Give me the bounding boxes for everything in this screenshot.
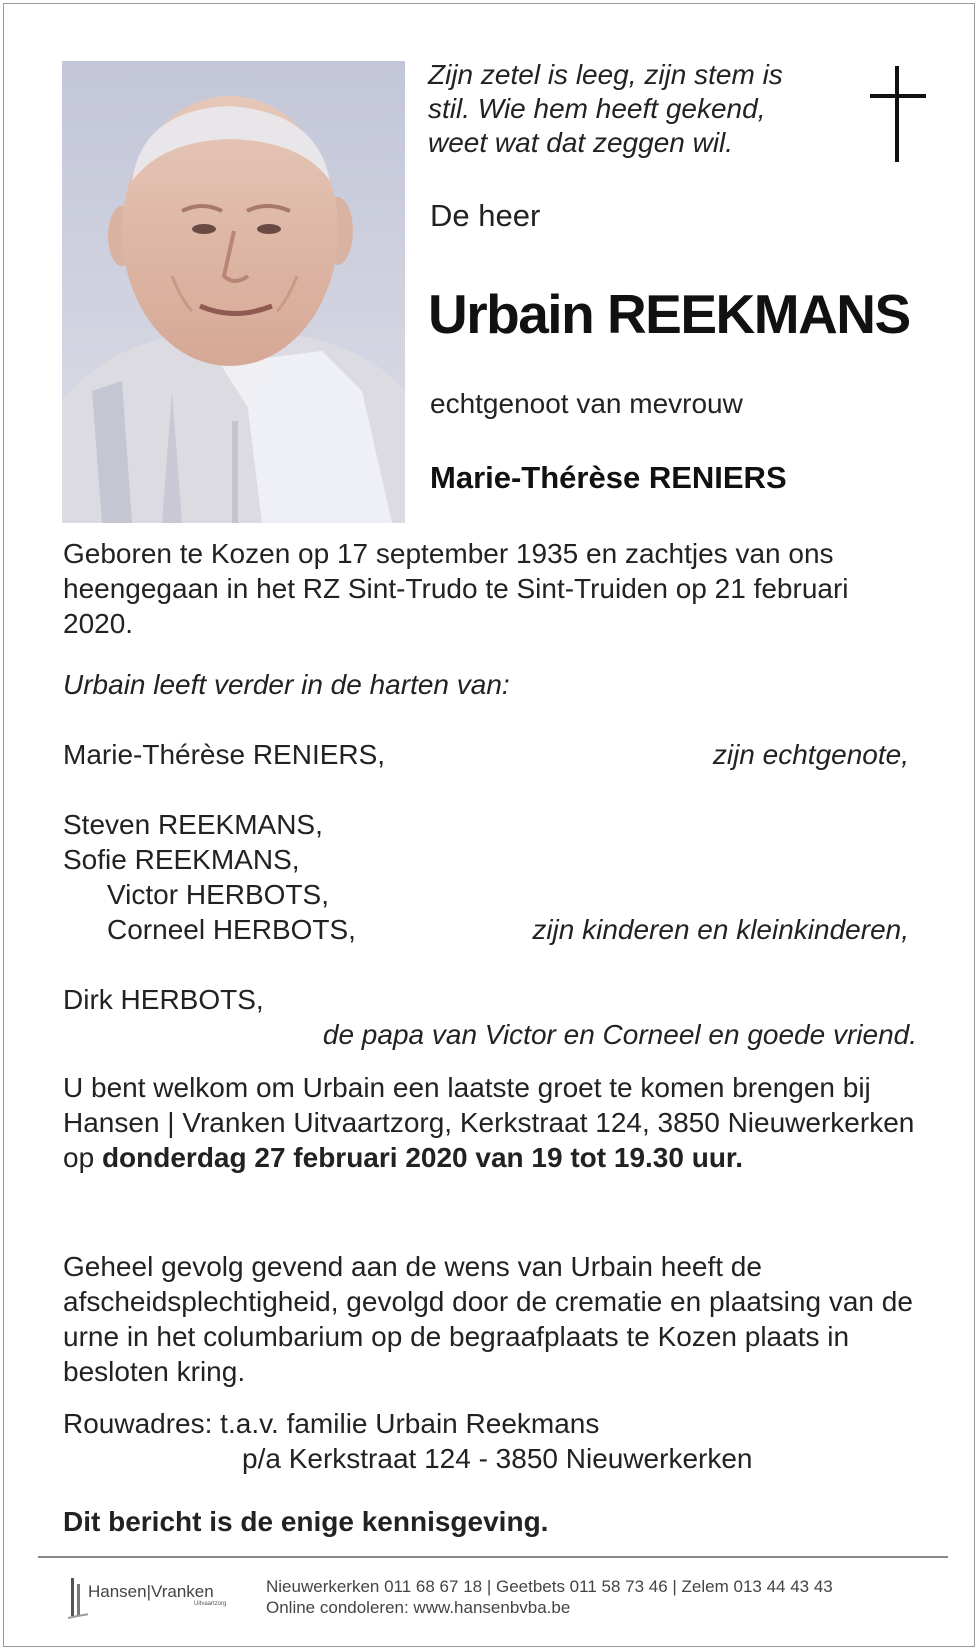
footer-phones: Nieuwerkerken 011 68 67 18 | Geetbets 011 58 73 46 | Zelem 013 44 43 43 (266, 1577, 833, 1596)
survivor-row-spouse (63, 737, 909, 772)
survivor-row-grandchild (63, 912, 909, 947)
survivor-name: Victor HERBOTS, (107, 879, 329, 910)
logo-sub: Uitvaartzorg (194, 1601, 227, 1607)
survivor-relation: zijn echtgenote, (712, 739, 909, 770)
mourning-address-line1: Rouwadres: t.a.v. familie Urbain Reekmans (63, 1408, 600, 1439)
poem-line: Zijn zetel is leeg, zijn stem is (428, 59, 783, 90)
survivor-row-other-relation (63, 1017, 917, 1052)
survivor-row-other (63, 982, 909, 1017)
survivor-name: Marie-Thérèse RENIERS, (63, 739, 386, 770)
spouse-name: Marie-Thérèse RENIERS (430, 460, 787, 495)
birth-death-text: Geboren te Kozen op 17 september 1935 en zachtjes van ons heengegaan in het RZ Sint-Trudo te Sint-Truiden op 21 februari 2020. (63, 538, 849, 639)
spouse-intro: echtgenoot van mevrouw (430, 388, 743, 419)
logo-text: Hansen|Vranken (88, 1582, 214, 1601)
survivor-name: Corneel HERBOTS, (107, 914, 356, 945)
memorial-poem (428, 58, 858, 160)
survivor-name: Sofie REEKMANS, (63, 844, 300, 875)
survivor-name: Dirk HERBOTS, (63, 984, 264, 1015)
survivors-intro: Urbain leeft verder in de harten van: (63, 669, 510, 700)
notice: Dit bericht is de enige kennisgeving. (63, 1506, 549, 1537)
mourning-address-line2: p/a Kerkstraat 124 - 3850 Nieuwerkerken (242, 1443, 753, 1474)
cross-icon (870, 66, 926, 162)
deceased-name: Urbain REEKMANS (428, 283, 910, 345)
poem-line: stil. Wie hem heeft gekend, (428, 93, 766, 124)
visitation-text (63, 1070, 923, 1175)
survivor-name: Steven REEKMANS, (63, 809, 323, 840)
visitation-intro: U bent welkom om Urbain een laatste groet te komen brengen bij Hansen | Vranken Uitvaartzorg, Kerkstraat 124, 3850 Nieuwerkerken op (63, 1072, 915, 1173)
footer-contact (266, 1576, 833, 1618)
poem-line: weet wat dat zeggen wil. (428, 127, 734, 158)
survivor-row-grandchild (63, 877, 909, 912)
funeral-logo-icon (68, 1574, 243, 1622)
footer-online-link[interactable]: Online condoleren: www.hansenbvba.be (266, 1598, 571, 1617)
footer-divider (38, 1556, 948, 1558)
ceremony-text: Geheel gevolg gevend aan de wens van Urbain heeft de afscheidsplechtigheid, gevolgd door de crematie en plaatsing van de urne in het columbarium op de begraafplaats te Kozen plaats in besloten kring. (63, 1251, 913, 1387)
survivor-relation: zijn kinderen en kleinkinderen, (532, 914, 909, 945)
honorific: De heer (430, 198, 541, 233)
portrait-photo (62, 61, 405, 523)
survivor-row-child (63, 807, 909, 842)
visitation-datetime: donderdag 27 februari 2020 van 19 tot 19.30 uur. (101, 1142, 744, 1173)
survivor-row-child (63, 842, 909, 877)
obituary-card (3, 3, 975, 1647)
survivor-relation: de papa van Victor en Corneel en goede vriend. (322, 1019, 917, 1050)
